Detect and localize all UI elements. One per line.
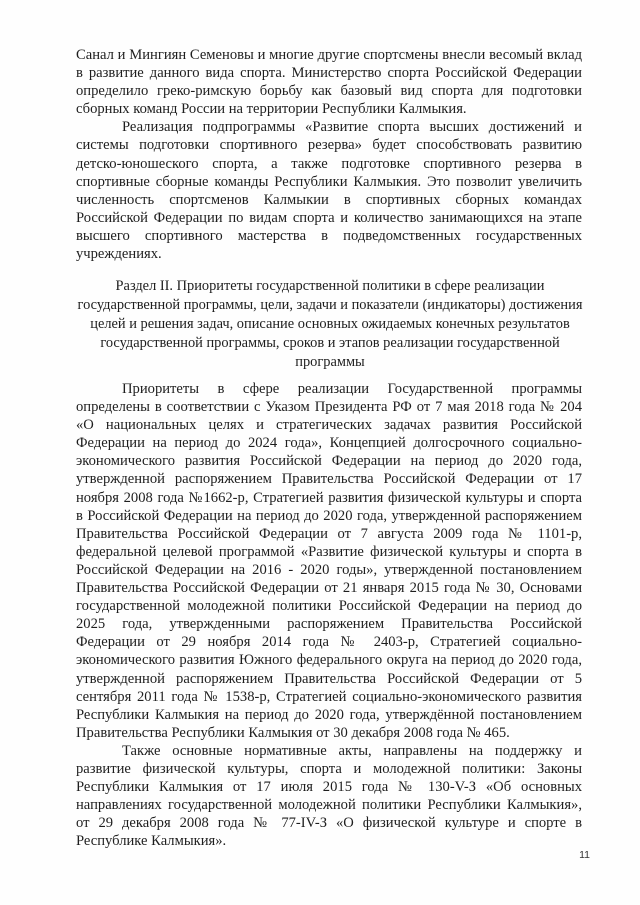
paragraph-subprogram: Реализация подпрограммы «Развитие спорта высших достижений и системы подготовки спортивного резерва» будет способствовать развитию детско-юношеского спорта, а также подготовке спортивного резерва в спортивные сборные команды Республики Калмыкия. Это позволит увеличить численность спортсменов Калмыкии в спортивных сборных командах Российской Федерации по видам спорта и количество занимающихся на этапе высшего спортивного мастерства в подведомственных государственных учреждениях. [76, 119, 582, 263]
paragraph-normative-acts: Также основные нормативные акты, направлены на поддержку и развитие физической культуры, спорта и молодежной политики: Законы Республики Калмыкия от 17 июля 2015 года № 130-V-З «Об основных направлениях государственной молодежной политики Республики Калмыкия», от 29 декабря 2008 года № 77-IV-З «О физической культуре и спорте в Республике Калмыкия». [76, 742, 582, 850]
main-text-block [76, 380, 582, 850]
section-heading-text: Раздел II. Приоритеты государственной политики в сфере реализации государственной программы, цели, задачи и показатели (индикаторы) достижения целей и решения задач, описание основных ожидаемых конечных результатов государственной программы, сроков и этапов реализации государственной программы [77, 278, 583, 370]
paragraph-priorities: Приоритеты в сфере реализации Государственной программы определены в соответствии с Указом Президента РФ от 7 мая 2018 года № 204 «О национальных целях и стратегических задачах развития Российской Федерации на период до 2024 года», Концепцией долгосрочного социально-экономического развития Российской Федерации на период до 2020 года, утвержденной распоряжением Правительства Российской Федерации от 17 ноября 2008 года №1662-р, Стратегией развития физической культуры и спорта в Российской Федерации на период до 2020 года, утвержденной распоряжением Правительства Российской Федерации от 7 августа 2009 года № 1101-р, федеральной целевой программой «Развитие физической культуры и спорта в Российской Федерации на 2016 - 2020 годы», утвержденной постановлением Правительства Российской Федерации от 21 января 2015 года № 30, Основами государственной молодежной политики Российской Федерации на период до 2025 года, утвержденными распоряжением Правительства Российской Федерации от 29 ноября 2014 года № 2403-р, Стратегией социально-экономического развития Южного федерального округа на период до 2020 года, утвержденной распоряжением Правительства Российской Федерации от 5 сентября 2011 года № 1538-р, Стратегией социально-экономического развития Республики Калмыкия на период до 2020 года, утверждённой постановлением Правительства Республики Калмыкия от 30 декабря 2008 года № 465. [76, 381, 582, 741]
top-text-block [76, 46, 582, 263]
paragraph-continuation: Санал и Мингиян Семеновы и многие другие спортсмены внесли весомый вклад в развитие данного вида спорта. Министерство спорта Российской Федерации определило греко-римскую борьбу как базовый вид спорта для подготовки сборных команд России на территории Республики Калмыкия. [76, 47, 582, 118]
section-heading [70, 277, 590, 372]
page-number: 11 [579, 849, 590, 861]
